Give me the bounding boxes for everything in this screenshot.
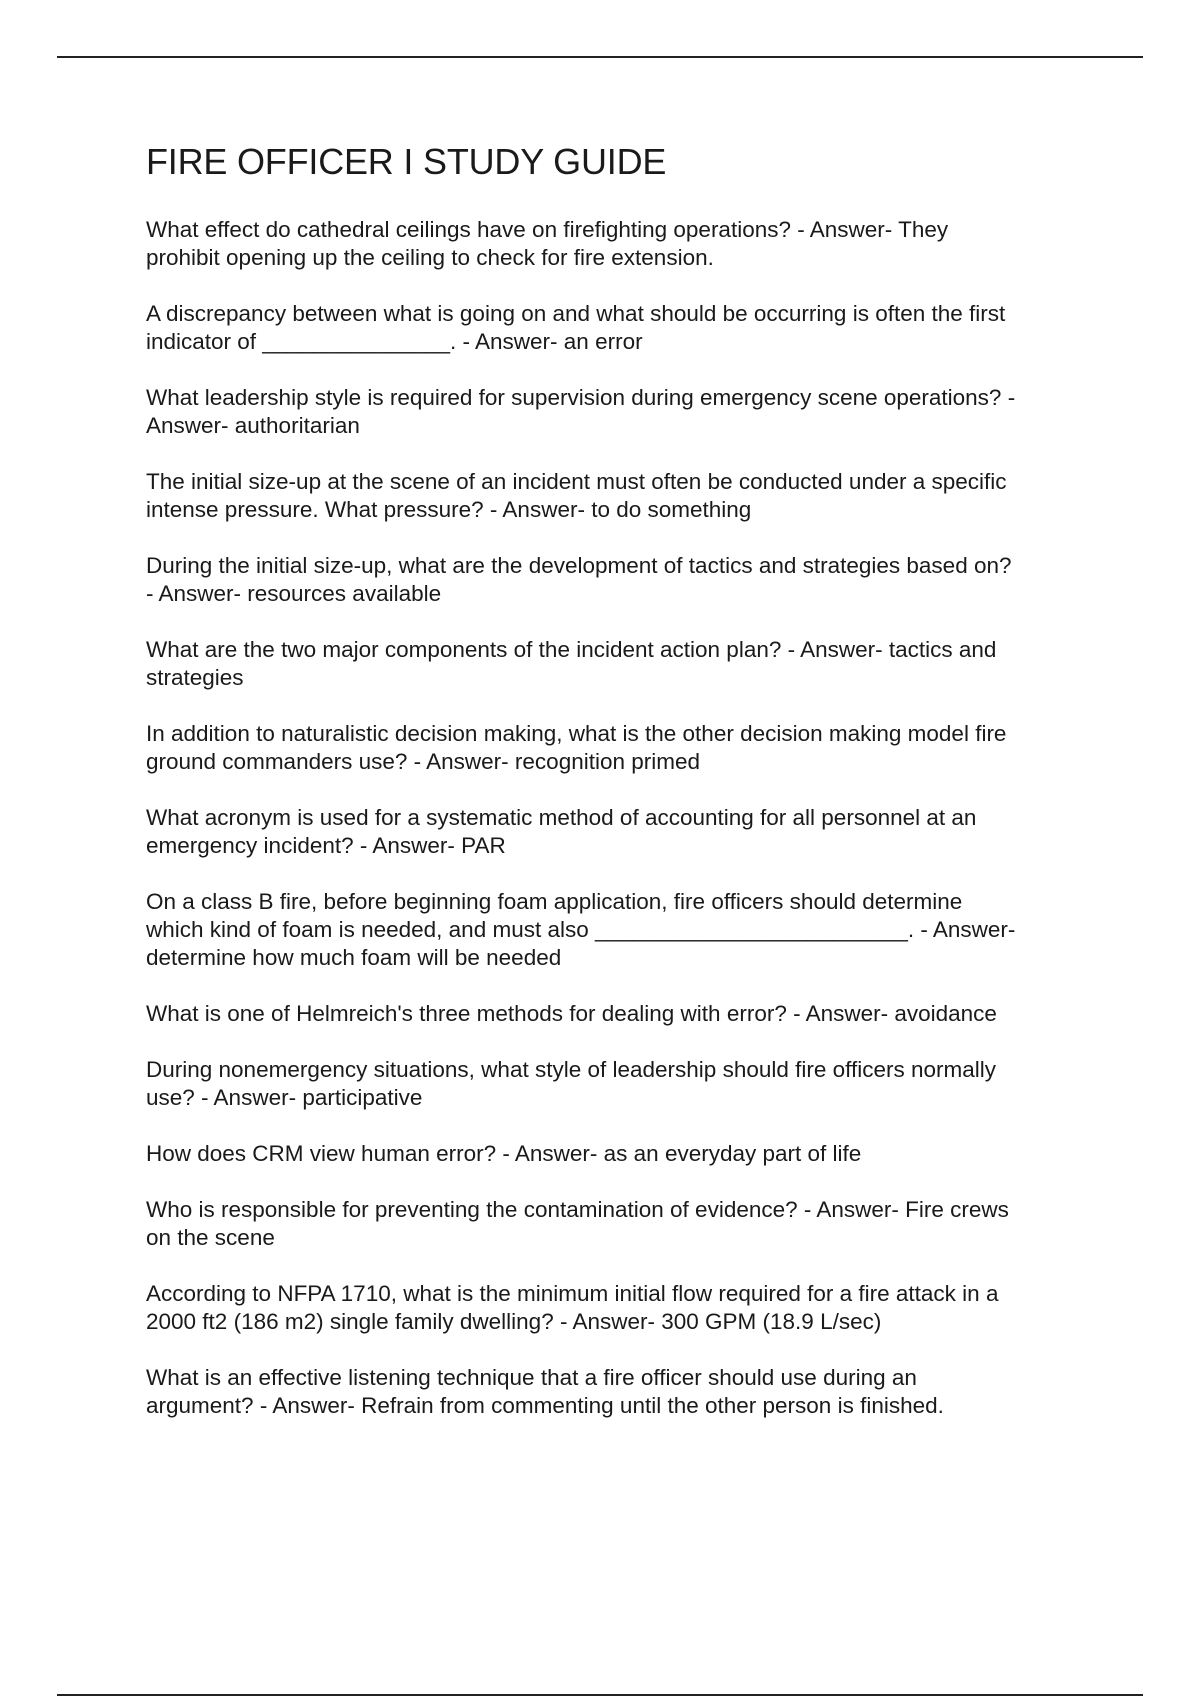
qa-item: What is an effective listening technique that a fire officer should use during an argument? - Answer- Refrain from commenting until the other person is finished.	[146, 1365, 944, 1418]
qa-item: What acronym is used for a systematic method of accounting for all personnel at an emergency incident? - Answer- PAR	[146, 805, 977, 858]
qa-item: In addition to naturalistic decision making, what is the other decision making model fire ground commanders use? - Answer- recognition primed	[146, 721, 1007, 774]
qa-item: According to NFPA 1710, what is the minimum initial flow required for a fire attack in a 2000 ft2 (186 m2) single family dwelling? - Answer- 300 GPM (18.9 L/sec)	[146, 1281, 999, 1334]
qa-item: What leadership style is required for supervision during emergency scene operations? - Answer- authoritarian	[146, 385, 1016, 438]
qa-item: What are the two major components of the incident action plan? - Answer- tactics and strategies	[146, 637, 997, 690]
qa-item: How does CRM view human error? - Answer- as an everyday part of life	[146, 1141, 862, 1166]
qa-item: During nonemergency situations, what style of leadership should fire officers normally use? - Answer- participative	[146, 1057, 997, 1110]
qa-item: What effect do cathedral ceilings have on firefighting operations? - Answer- They prohibit opening up the ceiling to check for fire extension.	[146, 217, 949, 270]
qa-item: The initial size-up at the scene of an incident must often be conducted under a specific intense pressure. What pressure? - Answer- to do something	[146, 469, 1007, 522]
qa-item: Who is responsible for preventing the contamination of evidence? - Answer- Fire crews on the scene	[146, 1197, 1009, 1250]
qa-item: During the initial size-up, what are the development of tactics and strategies based on? - Answer- resources available	[146, 553, 1012, 606]
qa-item: On a class B fire, before beginning foam application, fire officers should determine which kind of foam is needed, and must also _________________________. - Answer- determine how much foam will be needed	[146, 889, 1016, 970]
top-rule	[57, 56, 1143, 58]
bottom-rule	[57, 1694, 1143, 1696]
qa-item: A discrepancy between what is going on and what should be occurring is often the first indicator of _______________. - Answer- an error	[146, 301, 1006, 354]
document-title: FIRE OFFICER I STUDY GUIDE	[146, 141, 667, 182]
document-body	[146, 140, 1086, 1448]
qa-item: What is one of Helmreich's three methods for dealing with error? - Answer- avoidance	[146, 1001, 997, 1026]
